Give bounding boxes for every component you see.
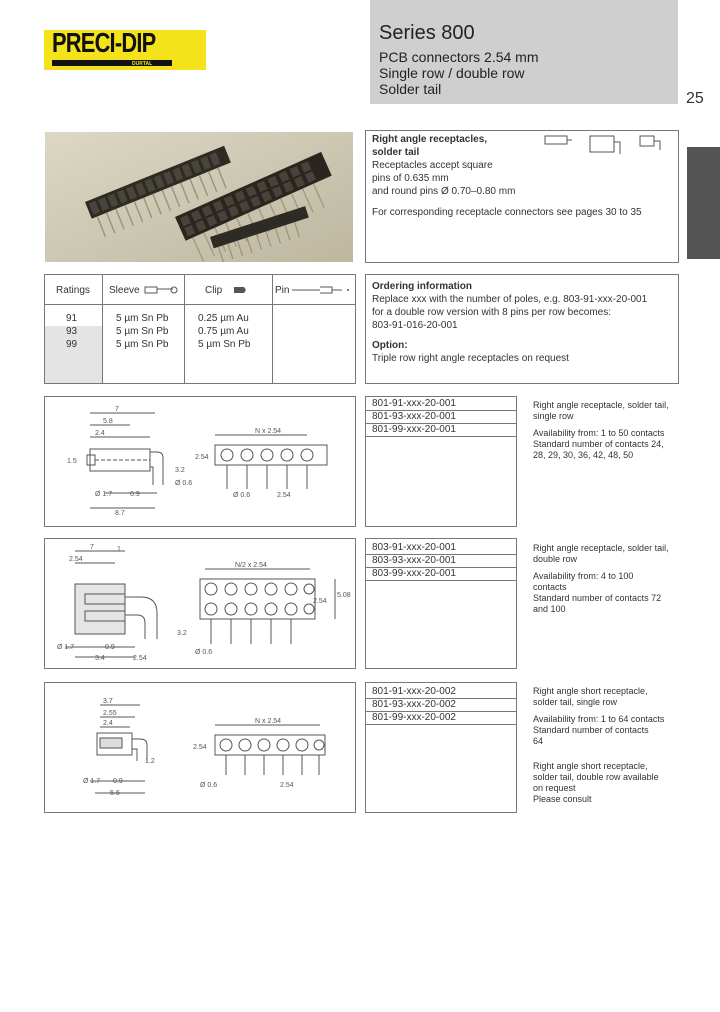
product-description-1: Right angle receptacle, solder tail, single row Availability from: 1 to 50 contacts Standard number of contacts 24, 28, 29, 30, 36, 42, 48, 50 [533, 400, 669, 460]
rating-code-99: 99 [66, 339, 78, 350]
ordering-line-1: Replace xxx with the number of poles, e.g. 803-91-xxx-20-001 [372, 294, 648, 305]
dim-label: 3.2 [175, 467, 185, 474]
dim-label: 2.54 [69, 556, 83, 563]
dim-label: N x 2.54 [255, 718, 282, 725]
dim-label: 2.54 [280, 782, 294, 789]
dim-label: Ø 1.7 [95, 491, 113, 498]
ratings-header-sleeve: Sleeve [109, 285, 140, 296]
dim-label: 7 [90, 544, 94, 551]
part-code: 801-91-xxx-20-002 [372, 686, 456, 697]
ordering-example: 803-91-016-20-001 [372, 320, 458, 331]
dim-label: Ø 1.7 [83, 778, 101, 785]
dim-label: 0.9 [105, 644, 115, 651]
rating-sleeve-93: 5 µm Sn Pb [116, 326, 169, 337]
page-title: Series 800 [379, 22, 475, 44]
intro-line-4: For corresponding receptacle connectors see pages 30 to 35 [372, 207, 642, 218]
product-description-2: Right angle receptacle, solder tail, double row Availability from: 4 to 100 contacts Standard number of contacts 72 and 100 [533, 543, 669, 614]
dim-label: 2.54 [193, 744, 207, 751]
rating-clip-99: 5 µm Sn Pb [198, 339, 251, 350]
ordering-title: Ordering information [372, 281, 472, 292]
dim-label: 1.2 [145, 758, 155, 765]
dim-label: 5.8 [103, 418, 113, 425]
dim-label: Ø 0.6 [200, 782, 218, 789]
ratings-header-ratings: Ratings [56, 285, 90, 296]
clip-icon [232, 285, 248, 295]
ratings-header-pin: Pin [275, 285, 290, 296]
part-code: 803-99-xxx-20-001 [372, 568, 456, 579]
ordering-line-2: for a double row version with 8 pins per row becomes: [372, 307, 612, 318]
dim-label: 2.4 [95, 430, 105, 437]
dim-label: 2.54 [195, 454, 209, 461]
subtitle-line-1: PCB connectors 2.54 mm [379, 49, 539, 65]
dim-label: Ø 0.6 [195, 649, 213, 656]
dim-label: 5.08 [337, 592, 351, 599]
part-code: 801-99-xxx-20-002 [372, 712, 456, 723]
pin-icon [290, 285, 352, 295]
part-code: 801-93-xxx-20-002 [372, 699, 456, 710]
ratings-header-clip: Clip [205, 285, 223, 296]
dim-label: 0.9 [113, 778, 123, 785]
dim-label: 3.7 [103, 698, 113, 705]
rating-code-91: 91 [66, 313, 78, 324]
dim-label: 1 [117, 546, 121, 553]
part-code: 803-93-xxx-20-001 [372, 555, 456, 566]
option-title: Option: [372, 340, 408, 351]
dim-label: 2.54 [133, 655, 147, 662]
side-tab [687, 147, 720, 259]
intro-title-1: Right angle receptacles, [372, 134, 488, 145]
subtitle-line-2: Single row / double row [379, 65, 525, 81]
rating-clip-91: 0.25 µm Au [198, 313, 249, 324]
dim-label: 2.54 [277, 492, 291, 499]
rating-code-93: 93 [66, 326, 78, 337]
brand-logo: PRECI-DIP [52, 27, 156, 58]
product-description-3: Right angle short receptacle, solder tail, single row Availability from: 1 to 64 contacts Standard number of contacts 64 Right angle short receptacle, solder tail, double row available on request Please consult [533, 686, 665, 804]
part-code: 801-99-xxx-20-001 [372, 424, 456, 435]
dim-label: 3.4 [95, 655, 105, 662]
rating-sleeve-91: 5 µm Sn Pb [116, 313, 169, 324]
dim-label: 2.54 [313, 598, 327, 605]
intro-line-1: Receptacles accept square [372, 160, 493, 171]
dim-label: Ø 0.6 [175, 480, 193, 487]
technical-drawing-1 [45, 397, 355, 526]
intro-line-2: pins of 0.635 mm [372, 173, 449, 184]
rating-sleeve-99: 5 µm Sn Pb [116, 339, 169, 350]
connector-outline-icons [540, 132, 675, 162]
dim-label: 2.55 [103, 710, 117, 717]
dim-label: 1.5 [67, 458, 77, 465]
part-code: 801-91-xxx-20-001 [372, 398, 456, 409]
intro-title-2: solder tail [372, 147, 420, 158]
subtitle-line-3: Solder tail [379, 81, 442, 97]
product-photo [45, 132, 353, 262]
dim-label: N x 2.54 [255, 428, 282, 435]
dim-label: 7 [115, 406, 119, 413]
dim-label: 8.7 [115, 510, 125, 517]
intro-line-3: and round pins Ø 0.70–0.80 mm [372, 186, 516, 197]
logo-bar [52, 60, 172, 66]
technical-drawing-2 [45, 539, 355, 668]
dim-label: 5.6 [110, 790, 120, 797]
dim-label: Ø 1.7 [57, 644, 75, 651]
part-code: 803-91-xxx-20-001 [372, 542, 456, 553]
part-code: 801-93-xxx-20-001 [372, 411, 456, 422]
page-number: 25 [686, 90, 704, 107]
dim-label: N/2 x 2.54 [235, 562, 267, 569]
dim-label: Ø 0.6 [233, 492, 251, 499]
dim-label: 2.4 [103, 720, 113, 727]
logo-subtext: DURTAL [132, 61, 153, 67]
rating-clip-93: 0.75 µm Au [198, 326, 249, 337]
dim-label: 3.2 [177, 630, 187, 637]
technical-drawing-3 [45, 683, 355, 812]
option-text: Triple row right angle receptacles on request [372, 353, 569, 364]
dim-label: 0.9 [130, 491, 140, 498]
sleeve-icon [143, 285, 179, 295]
